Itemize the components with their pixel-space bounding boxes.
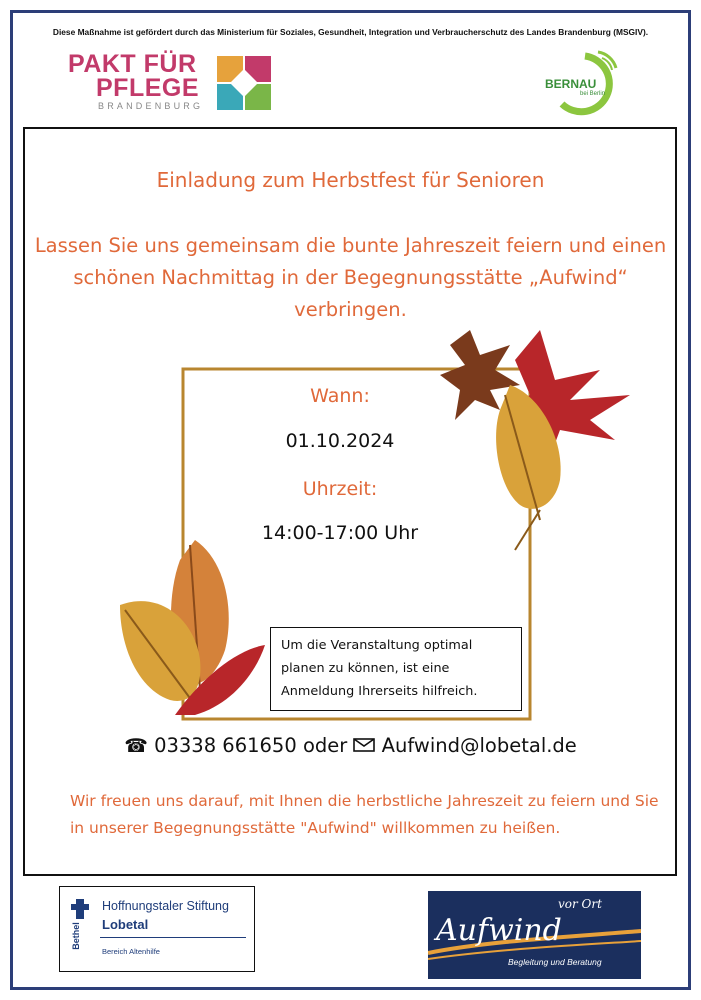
pakt-subtitle: BRANDENBURG [98, 101, 204, 111]
lobetal-line2: Lobetal [102, 917, 149, 932]
pakt-line1: PAKT FÜR [68, 50, 197, 78]
time-label: Uhrzeit: [302, 478, 378, 500]
lobetal-logo [59, 886, 255, 972]
pakt-puzzle-icon [213, 52, 275, 114]
contact-separator: oder [302, 734, 348, 757]
bernau-logo [540, 50, 630, 116]
lobetal-line1: Hoffnungstaler Stiftung [102, 899, 229, 913]
email-icon [353, 737, 375, 753]
lobetal-line3: Bereich Altenhilfe [102, 947, 160, 956]
bernau-name: BERNAU [545, 77, 597, 91]
bernau-subtitle: bei Berlin [580, 91, 606, 97]
pakt-line2: PFLEGE [96, 74, 200, 102]
lobetal-divider [100, 937, 246, 938]
aufwind-name: Aufwind [436, 913, 562, 948]
aufwind-logo [428, 891, 641, 979]
pakt-wordmark [68, 52, 208, 100]
when-date: 01.10.2024 [285, 430, 395, 452]
funding-note: Diese Maßnahme ist gefördert durch das Ministerium für Soziales, Gesundheit, Integration und Verbraucherschutz des Landes Brandenburg (MSGIV). [52, 27, 649, 37]
closing-text: Wir freuen uns darauf, mit Ihnen die herbstliche Jahreszeit zu feiern und Sie in unserer Begegnungsstätte "Aufwind" willkommen zu heißen. [70, 792, 659, 837]
when-label: Wann: [310, 385, 370, 407]
invitation-intro: Lassen Sie uns gemeinsam die bunte Jahreszeit feiern und einen schönen Nachmittag in der Begegnungsstätte „Aufwind“ verbringen. [34, 234, 667, 321]
pakt-fuer-pflege-logo [68, 52, 278, 116]
aufwind-vorort: vor Ort [558, 897, 602, 911]
aufwind-subtitle: Begleitung und Beratung [508, 957, 602, 967]
phone-number[interactable]: 03338 661650 [154, 734, 297, 757]
lobetal-vertical-label: Bethel [71, 922, 81, 950]
phone-icon: ☎ [124, 735, 148, 757]
contact-line [0, 734, 701, 757]
email-link[interactable]: Aufwind@lobetal.de [381, 734, 577, 757]
invitation-heading: Einladung zum Herbstfest für Senioren [156, 168, 545, 192]
registration-note: Um die Veranstaltung optimal planen zu können, ist eine Anmeldung Ihrerseits hilfreich. [270, 627, 522, 711]
time-value: 14:00-17:00 Uhr [261, 522, 419, 544]
